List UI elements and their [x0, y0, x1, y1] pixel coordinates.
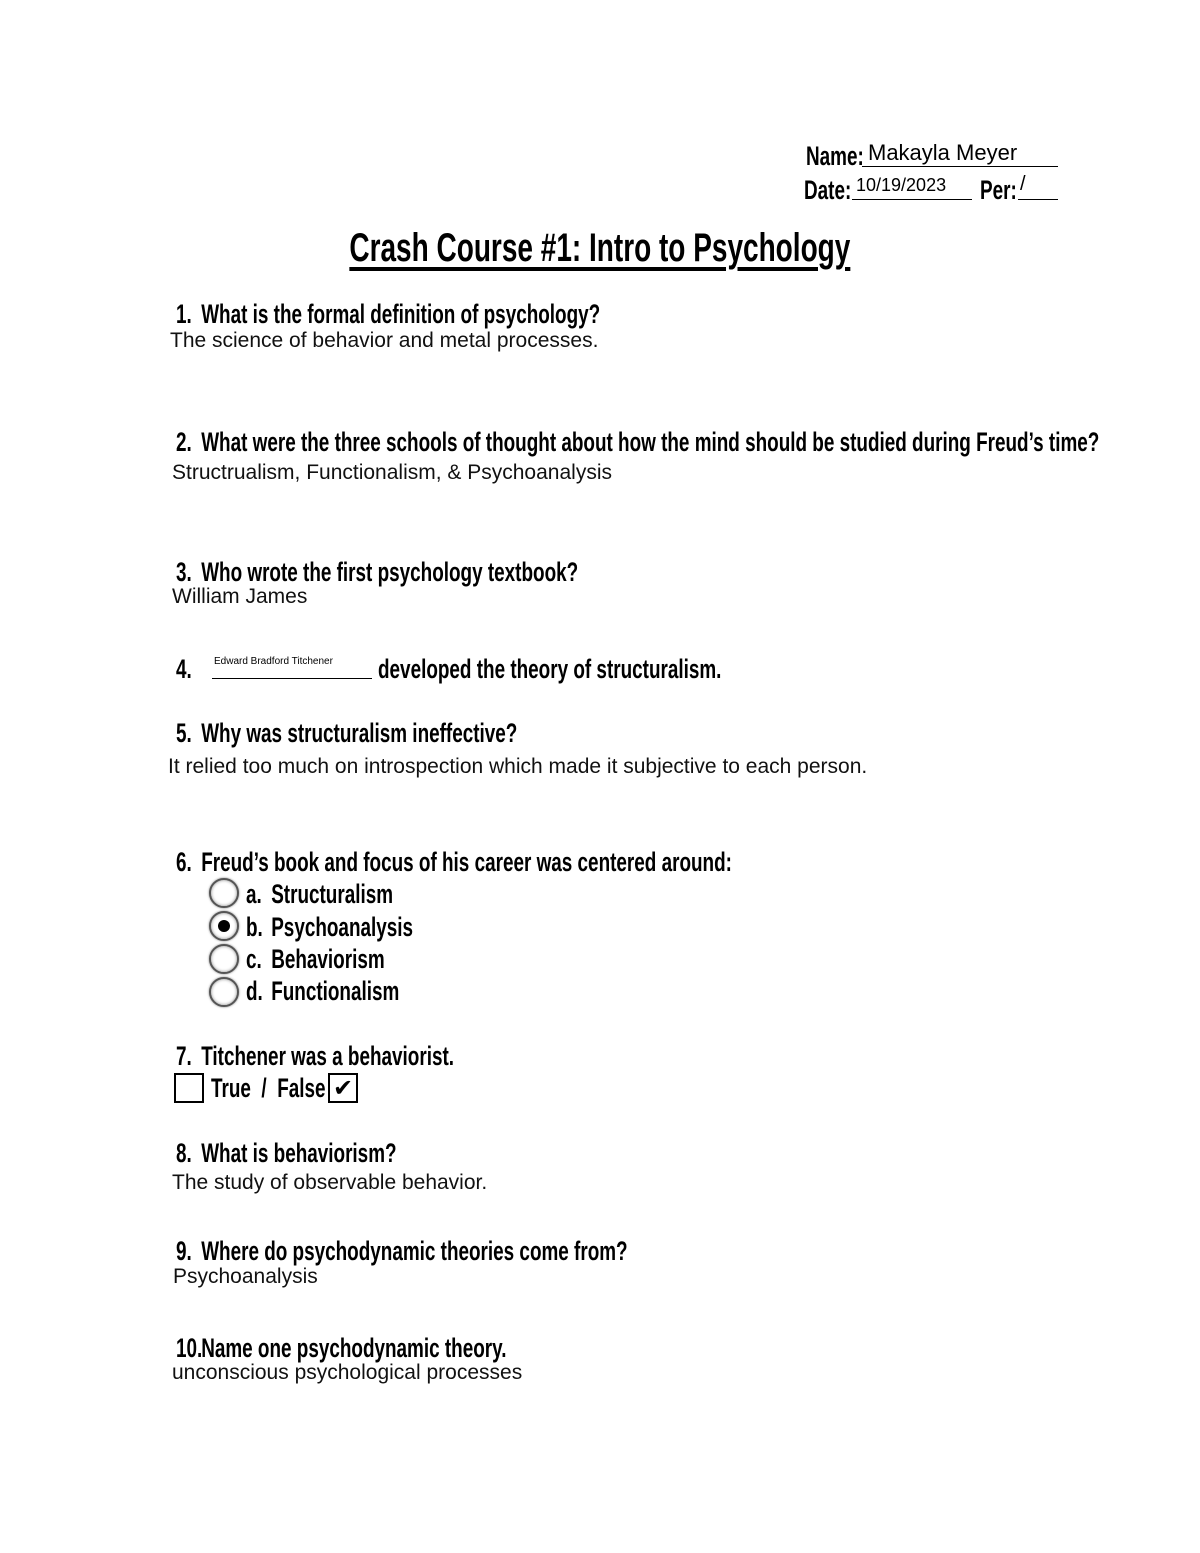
date-field[interactable]: 10/19/2023	[852, 171, 972, 200]
answer-10[interactable]: unconscious psychological processes	[172, 1361, 523, 1384]
question-7: 7. Titchener was a behaviorist.	[176, 1041, 454, 1071]
answer-5[interactable]: It relied too much on introspection which made it subjective to each person.	[168, 755, 868, 778]
answer-3[interactable]: William James	[172, 585, 308, 608]
answer-1[interactable]: The science of behavior and metal processes.	[170, 329, 599, 352]
period-field[interactable]: /	[1018, 171, 1058, 200]
question-4-num: 4.	[176, 654, 192, 684]
question-6: 6. Freud’s book and focus of his career was centered around:	[176, 847, 732, 877]
date-label: Date:	[804, 175, 852, 205]
radio-option-a[interactable]	[209, 878, 239, 908]
period-label: Per:	[980, 175, 1017, 205]
question-10: 10.Name one psychodynamic theory.	[176, 1333, 507, 1363]
option-b: b. Psychoanalysis	[246, 912, 414, 942]
check-mark-icon: ✔	[332, 1074, 354, 1102]
radio-option-c[interactable]	[209, 944, 239, 974]
question-5: 5. Why was structuralism ineffective?	[176, 718, 518, 748]
question-8: 8. What is behaviorism?	[176, 1138, 397, 1168]
answer-9[interactable]: Psychoanalysis	[173, 1265, 318, 1288]
page-title: Crash Course #1: Intro to Psychology	[349, 226, 851, 270]
option-d: d. Functionalism	[246, 976, 400, 1006]
radio-selected-dot	[218, 920, 230, 932]
radio-option-d[interactable]	[209, 977, 239, 1007]
question-4-text: developed the theory of structuralism.	[378, 654, 722, 684]
question-3: 3. Who wrote the first psychology textbook?	[176, 557, 579, 587]
option-c: c. Behaviorism	[246, 944, 385, 974]
true-label: True	[211, 1073, 251, 1103]
option-a: a. Structuralism	[246, 879, 394, 909]
question-2: 2. What were the three schools of thought about how the mind should be studied during Freud’s time?	[176, 427, 1100, 457]
question-9: 9. Where do psychodynamic theories come from?	[176, 1236, 628, 1266]
blank-answer-4[interactable]: Edward Bradford Titchener	[212, 652, 372, 679]
true-checkbox[interactable]	[174, 1073, 204, 1103]
false-checkbox[interactable]	[328, 1073, 358, 1103]
answer-8[interactable]: The study of observable behavior.	[172, 1171, 488, 1194]
name-field[interactable]: Makayla Meyer	[862, 138, 1058, 167]
name-label: Name:	[806, 141, 864, 171]
answer-2[interactable]: Structrualism, Functionalism, & Psychoanalysis	[172, 461, 612, 484]
question-1: 1. What is the formal definition of psychology?	[176, 299, 601, 329]
radio-option-b[interactable]	[209, 911, 239, 941]
separator: /	[261, 1073, 267, 1103]
false-label: False	[277, 1073, 326, 1103]
